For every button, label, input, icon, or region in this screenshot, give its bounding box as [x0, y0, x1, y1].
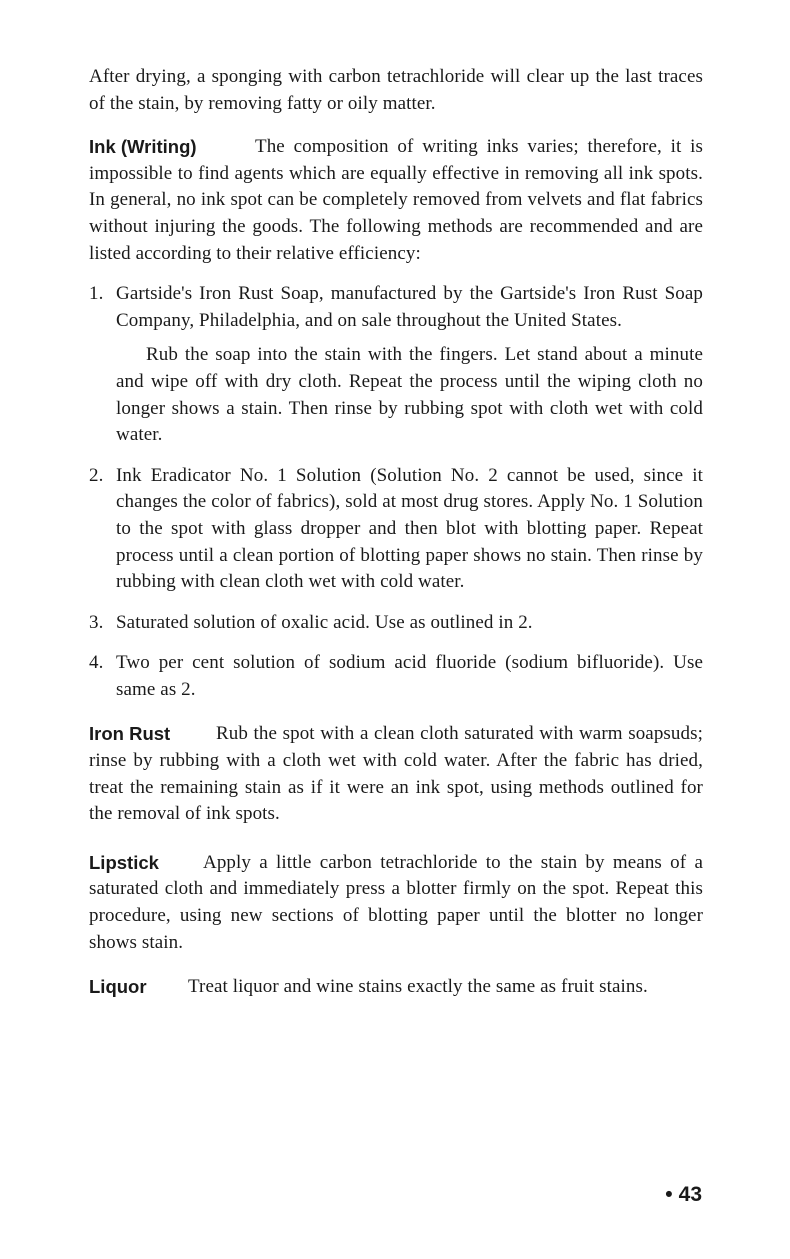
entry-heading: Liquor	[89, 976, 147, 998]
entry-text: Treat liquor and wine stains exactly the same as fruit stains.	[188, 976, 648, 998]
page-content	[89, 64, 703, 1001]
list-item-text: Two per cent solution of sodium acid fluoride (sodium bifluoride). Use same as 2.	[116, 652, 703, 700]
entry-iron-rust	[89, 721, 703, 827]
list-item-text: Ink Eradicator No. 1 Solution (Solution No. 2 cannot be used, since it changes the color of fabrics), sold at most drug stores. Apply No. 1 Solution to the spot with glass dropper and then blot with blotting paper. Repeat process until a clean portion of blotting paper shows no stain. Then rinse by rubbing with clean cloth wet with cold water.	[116, 464, 703, 593]
entry-heading: Lipstick	[89, 851, 159, 873]
entry-liquor	[89, 974, 703, 1001]
entry-text: Apply a little carbon tetrachloride to the stain by means of a saturated cloth and immediately press a blotter firmly on the spot. Repeat this procedure, using new sections of blotting paper until the blotter no longer shows stain.	[89, 851, 703, 953]
list-item-number: 4.	[89, 652, 104, 674]
entry-lipstick	[89, 850, 703, 956]
page-number-value: 43	[678, 1183, 702, 1206]
list-item	[89, 610, 703, 637]
entry-heading: Iron Rust	[89, 723, 171, 745]
entry-ink-writing	[89, 134, 703, 267]
list-item-number: 3.	[89, 611, 104, 633]
ink-methods-list	[89, 281, 703, 703]
entry-heading: Ink (Writing)	[89, 136, 197, 158]
bullet-icon: •	[665, 1183, 673, 1206]
list-item-number: 1.	[89, 283, 104, 305]
intro-paragraph: After drying, a sponging with carbon tetrachloride will clear up the last traces of the stain, by removing fatty or oily matter.	[89, 66, 703, 114]
entry-text: The composition of writing inks varies; therefore, it is impossible to find agents which are equally effective in removing all ink spots. In general, no ink spot can be completely removed from velvets and flat fabrics without injuring the goods. The following methods are recommended and are listed according to their relative efficiency:	[89, 136, 703, 264]
list-item	[89, 281, 703, 449]
list-item-text: Saturated solution of oxalic acid. Use as outlined in 2.	[116, 611, 533, 633]
list-item	[89, 650, 703, 703]
list-item-subtext: Rub the soap into the stain with the fingers. Let stand about a minute and wipe off with dry cloth. Repeat the process until the wiping cloth no longer shows a stain. Then rinse by rubbing spot with cloth wet with cold water.	[116, 344, 703, 446]
list-item-text: Gartside's Iron Rust Soap, manufactured by the Gartside's Iron Rust Soap Company, Philadelphia, and on sale throughout the United States.	[116, 283, 703, 331]
page-number	[665, 1183, 702, 1207]
list-item	[89, 463, 703, 596]
entry-text: Rub the spot with a clean cloth saturated with warm soapsuds; rinse by rubbing with a cloth wet with cold water. After the fabric has dried, treat the remaining stain as if it were an ink spot, using methods outlined for the removal of ink spots.	[89, 723, 703, 825]
list-item-number: 2.	[89, 464, 104, 486]
